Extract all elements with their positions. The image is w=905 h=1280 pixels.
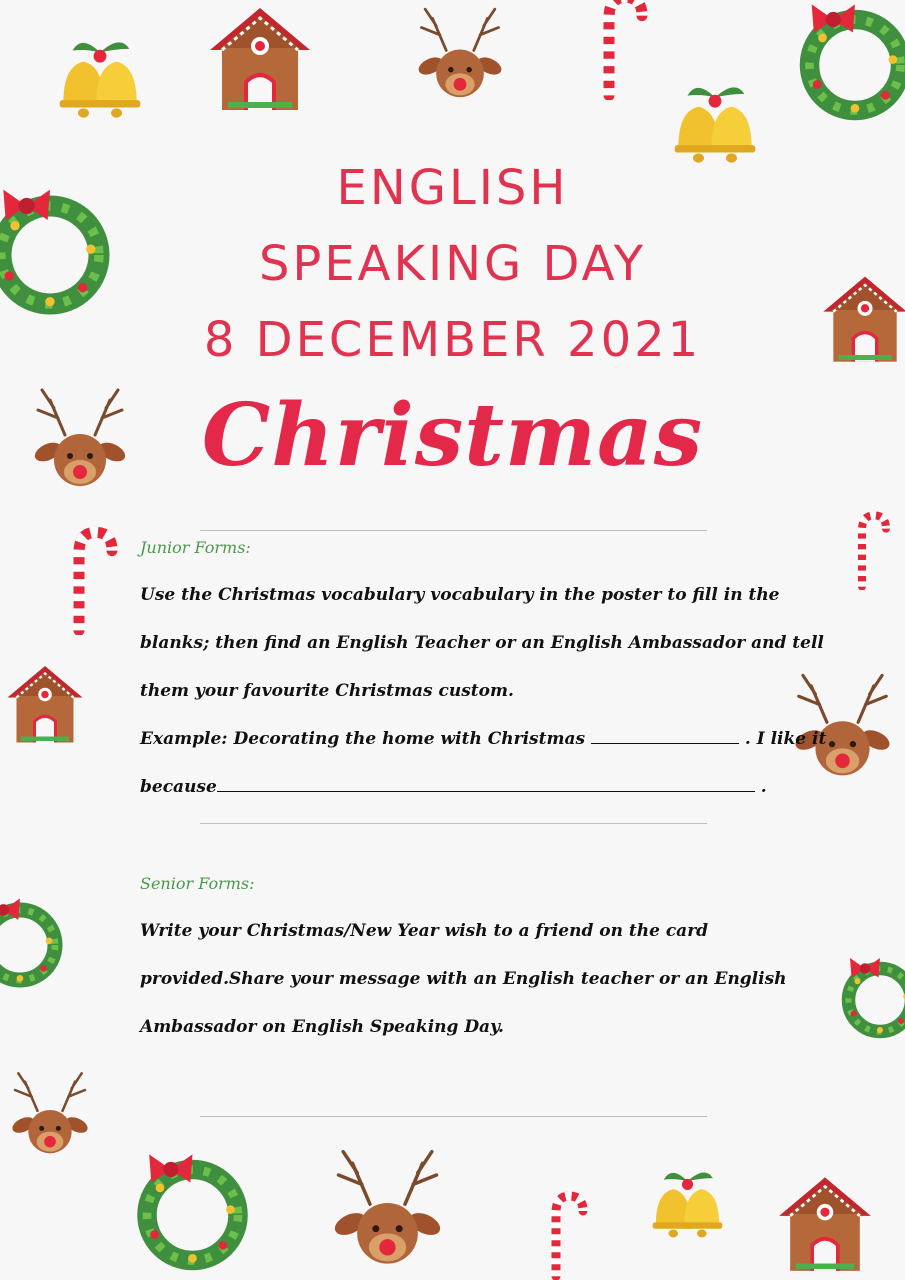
because-text-end: . (760, 777, 767, 797)
gingerbread-house-icon (175, 0, 345, 120)
christmas-script-title: Christmas (201, 385, 704, 486)
candy-cane-icon (40, 525, 140, 635)
title-english: ENGLISH (336, 160, 569, 216)
candy-cane-icon (585, 0, 655, 100)
junior-instruction-line: blanks; then find an English Teacher or an English Ambassador and tell (140, 633, 824, 653)
title-speaking-day: SPEAKING DAY (258, 236, 647, 292)
wreath-icon (95, 1150, 290, 1280)
because-text: because (140, 777, 217, 797)
title-date: 8 DECEMBER 2021 (203, 312, 702, 368)
reindeer-icon (0, 1030, 100, 1200)
divider (200, 823, 707, 824)
fill-in-blank (217, 790, 755, 792)
divider (200, 530, 707, 531)
wreath-icon (835, 920, 905, 1080)
divider (200, 1116, 707, 1117)
candy-cane-icon (835, 510, 905, 590)
junior-instruction-line: Use the Christmas vocabulary vocabulary in the poster to fill in the (140, 585, 780, 605)
wreath-icon (790, 0, 905, 150)
bells-icon (45, 25, 155, 135)
senior-instruction-line: Write your Christmas/New Year wish to a friend on the card (140, 921, 709, 941)
example-text: Example: Decorating the home with Christmas (140, 729, 586, 749)
junior-forms-heading: Junior Forms: (140, 538, 251, 557)
senior-forms-heading: Senior Forms: (140, 874, 255, 893)
reindeer-icon (780, 640, 905, 815)
senior-instruction-line: provided.Share your message with an English teacher or an English (140, 969, 787, 989)
candy-cane-icon (520, 1190, 610, 1280)
gingerbread-house-icon (0, 630, 90, 780)
junior-because-line (140, 777, 767, 797)
gingerbread-house-icon (750, 1170, 900, 1280)
bells-icon (640, 1155, 735, 1255)
junior-instruction-line: them your favourite Christmas custom. (140, 681, 514, 701)
junior-example-line (140, 729, 826, 749)
reindeer-icon (400, 0, 520, 110)
example-text-end: . I like it (744, 729, 827, 749)
reindeer-icon (315, 1140, 460, 1280)
fill-in-blank (591, 742, 739, 744)
wreath-icon (0, 865, 70, 1025)
senior-instruction-line: Ambassador on English Speaking Day. (140, 1017, 504, 1037)
